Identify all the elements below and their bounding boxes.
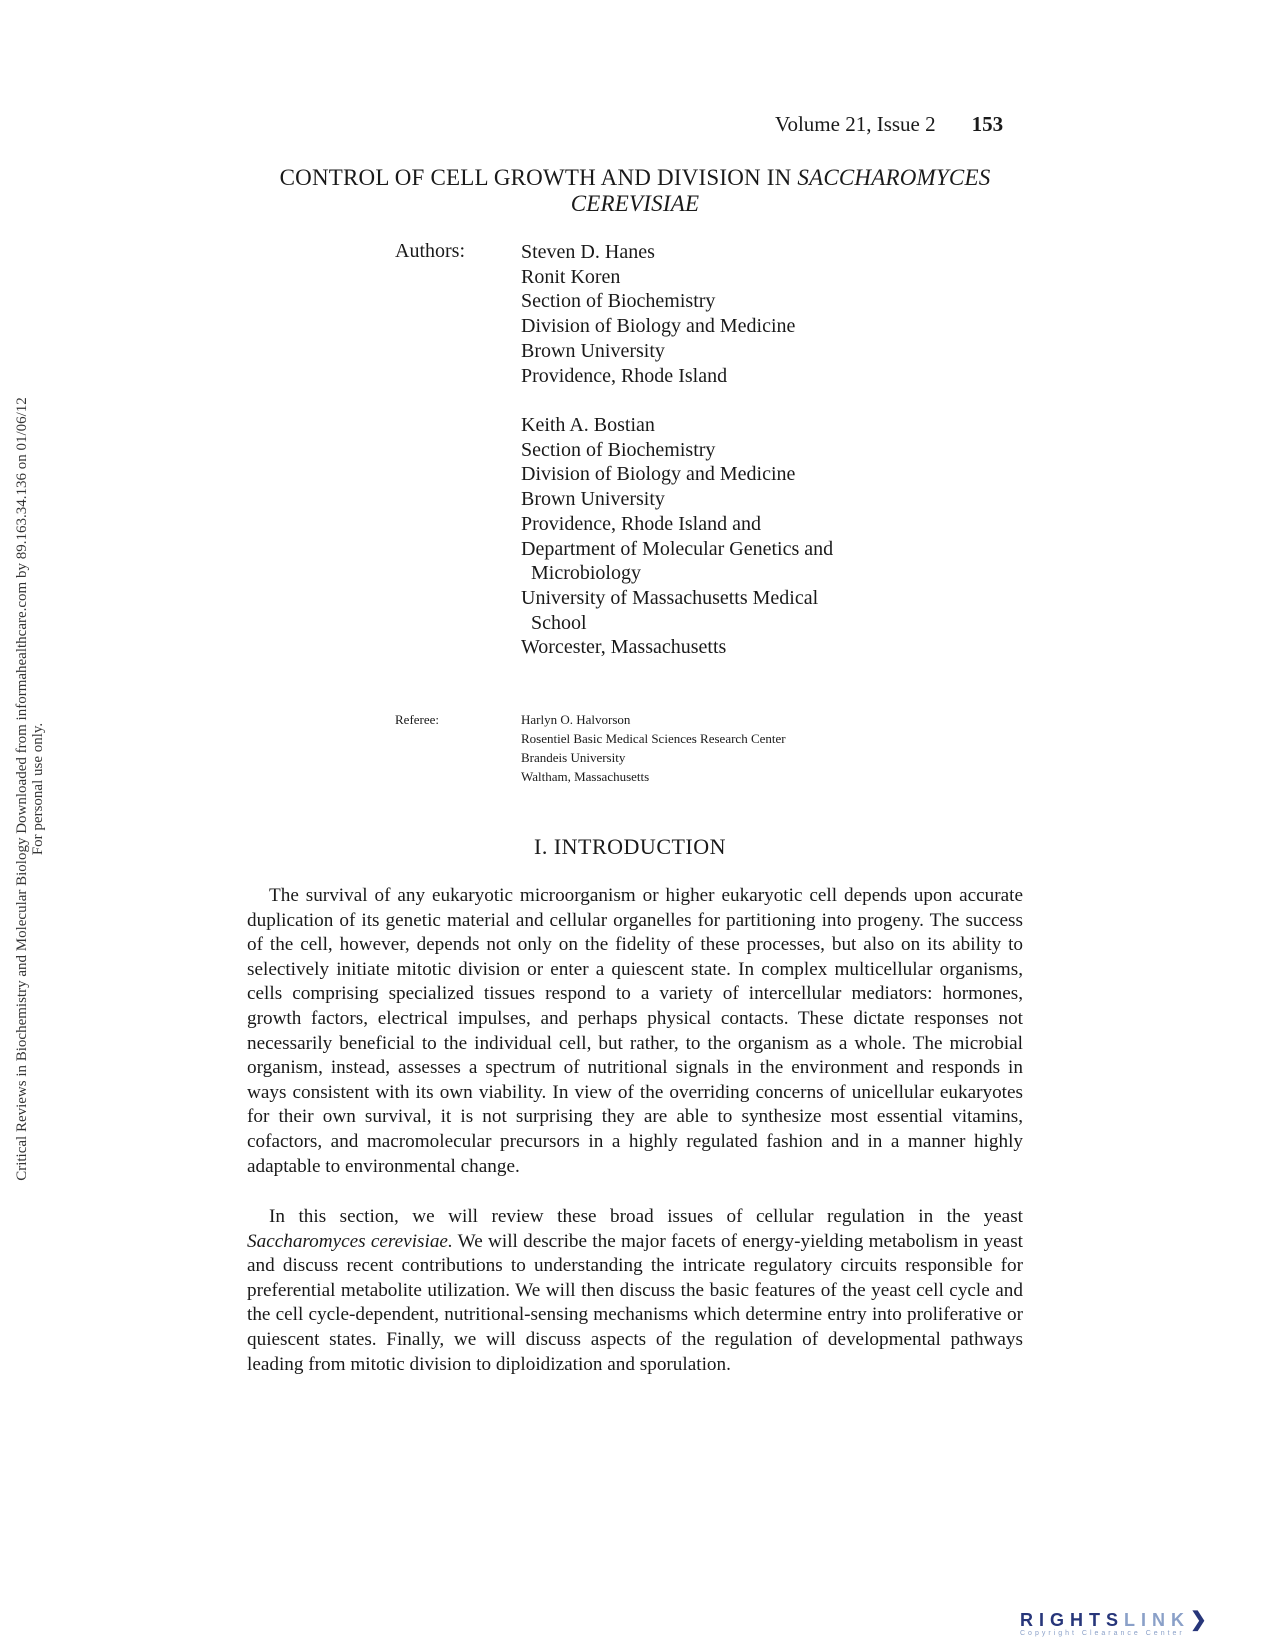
referee-line: Brandeis University — [521, 750, 626, 765]
author-line: Department of Molecular Genetics and — [521, 537, 834, 560]
author-line: Microbiology — [531, 562, 641, 585]
author-line: Ronit Koren — [521, 265, 621, 288]
author-line: University of Massachusetts Medical — [521, 586, 819, 609]
author-line: Steven D. Hanes — [521, 241, 655, 263]
author-group-1 — [521, 240, 795, 388]
referee-line: Rosentiel Basic Medical Sciences Research Center — [521, 731, 786, 746]
rightslink-subtitle: Copyright Clearance Center — [1020, 1630, 1185, 1637]
author-line: Keith A. Bostian — [521, 414, 655, 436]
paragraph-text — [247, 1205, 1023, 1377]
rightslink-light: LINK — [1124, 1610, 1191, 1630]
watermark-line-1: Critical Reviews in Biochemistry and Molecular Biology Downloaded from informahealthcare.com by 89.163.34.136 on 01/06/12 — [14, 397, 30, 1181]
rightslink-arrow-icon: ❯ — [1190, 1609, 1207, 1631]
referee-line: Harlyn O. Halvorson — [521, 712, 631, 727]
rightslink-logo[interactable] — [1020, 1607, 1207, 1637]
paragraph-rest: We will describe the major facets of energy-yielding metabolism in yeast and discuss recent contributions to understanding the intricate regulatory circuits responsible for preferential metabolite utilization. We will then discuss the basic features of the yeast cell cycle and the cell cycle-dependent, nutritional-sensing mechanisms which determine entry into proliferative or quiescent states. Finally, we will discuss aspects of the regulation of developmental pathways leading from mitotic division to diploidization and sporulation. — [247, 1230, 1023, 1375]
author-line: School — [531, 611, 587, 634]
author-line: Providence, Rhode Island — [521, 364, 728, 387]
volume-issue-header — [775, 112, 1003, 137]
author-line: Worcester, Massachusetts — [521, 636, 727, 659]
paragraph-text: The survival of any eukaryotic microorganism or higher eukaryotic cell depends upon accurate duplication of its genetic material and cellular organelles for partitioning into progeny. The success of the cell, however, depends not only on the fidelity of these processes, but also on its ability to selectively initiate mitotic division or enter a quiescent state. In complex multicellular organisms, cells comprising specialized tissues respond to a variety of intercellular mediators: hormones, growth factors, electrical impulses, and perhaps physical contacts. These dictate responses not necessarily beneficial to the individual cell, but rather, to the organism as a whole. The microbial organism, instead, assesses a spectrum of nutritional signals in the environment and responds in ways consistent with its own viability. In view of the overriding concerns of unicellular eukaryotes for their own survival, it is not surprising they are able to synthesize most essential vitamins, cofactors, and macromolecular precursors in a highly regulated fashion and in a manner highly adaptable to environmental change. — [247, 885, 1023, 1177]
title-main: CONTROL OF CELL GROWTH AND DIVISION IN — [279, 165, 798, 190]
referee-line: Waltham, Massachusetts — [521, 769, 650, 784]
article-title — [245, 165, 1025, 217]
section-heading: I. INTRODUCTION — [534, 834, 727, 859]
author-line: Section of Biochemistry — [521, 290, 716, 313]
author-line: Brown University — [521, 339, 665, 362]
species-name: Saccharomyces cerevisiae. — [247, 1230, 453, 1252]
author-group-2 — [521, 413, 833, 660]
author-line: Providence, Rhode Island and — [521, 512, 761, 535]
authors-label: Authors: — [395, 240, 465, 262]
author-line: Brown University — [521, 488, 665, 511]
author-line: Division of Biology and Medicine — [521, 463, 796, 486]
intro-paragraph-2 — [247, 1205, 1023, 1377]
intro-paragraph-1 — [247, 884, 1023, 1179]
rightslink-main: RIGHTS — [1020, 1610, 1125, 1630]
download-watermark — [14, 389, 46, 1189]
referee-label: Referee: — [395, 712, 440, 727]
author-line: Division of Biology and Medicine — [521, 315, 796, 338]
rightslink-wordmark — [1020, 1607, 1207, 1632]
paragraph-start: In this section, we will review these broad issues of cellular regulation in the yeast — [269, 1206, 1023, 1227]
page-number: 153 — [971, 112, 1004, 136]
referee-block — [521, 710, 786, 786]
author-line: Section of Biochemistry — [521, 438, 716, 461]
watermark-line-2: For personal use only. — [30, 722, 46, 856]
volume-issue: Volume 21, Issue 2 — [775, 112, 936, 136]
title-italic: SACCHAROMYCES CEREVISIAE — [570, 165, 991, 216]
